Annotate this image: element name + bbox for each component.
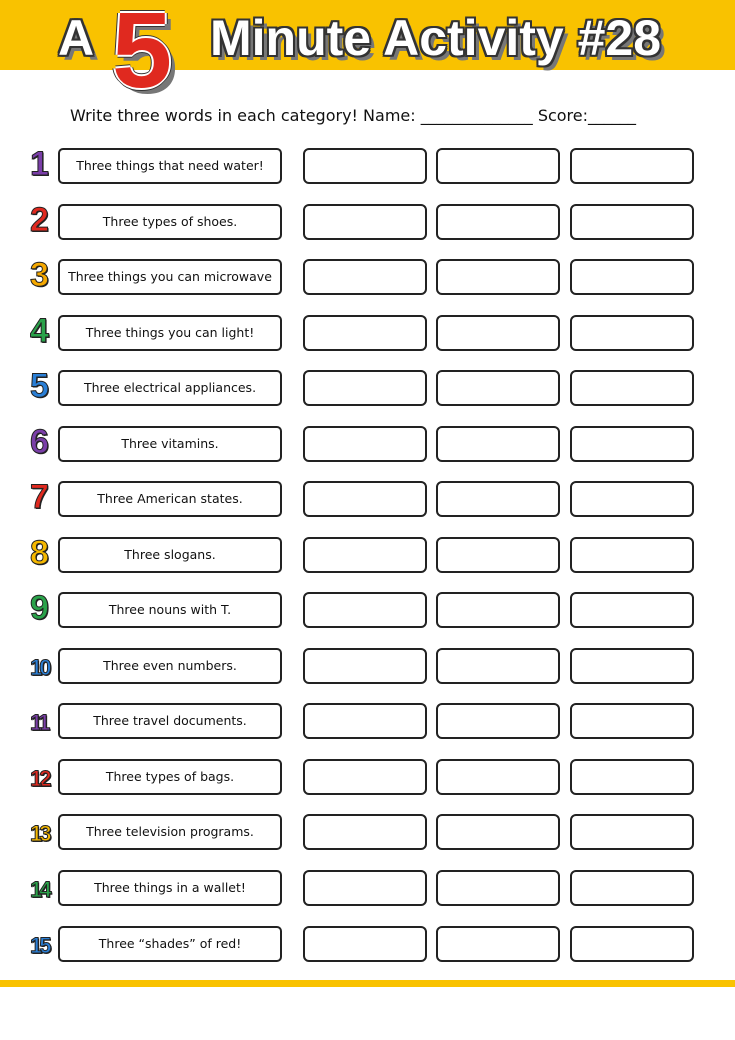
row-number: 7 [30,478,49,516]
row-number: 3 [30,256,49,294]
category-row [0,759,735,795]
answer-box-3[interactable] [570,481,694,517]
category-label: Three slogans. [58,537,282,573]
answer-box-1[interactable] [303,426,427,462]
answer-box-2[interactable] [436,870,560,906]
answer-box-3[interactable] [570,537,694,573]
answer-box-2[interactable] [436,204,560,240]
answer-box-3[interactable] [570,592,694,628]
row-number: 8 [30,534,49,572]
category-label: Three American states. [58,481,282,517]
category-label: Three television programs. [58,814,282,850]
answer-box-2[interactable] [436,481,560,517]
row-number: 9 [30,589,49,627]
category-label: Three travel documents. [58,703,282,739]
answer-box-1[interactable] [303,759,427,795]
row-number: 1 [30,145,49,183]
answer-box-2[interactable] [436,703,560,739]
answer-box-3[interactable] [570,648,694,684]
category-row [0,423,735,462]
category-label: Three vitamins. [58,426,282,462]
answer-box-2[interactable] [436,148,560,184]
category-label: Three electrical appliances. [58,370,282,406]
category-row [0,648,735,684]
answer-box-1[interactable] [303,537,427,573]
answer-box-1[interactable] [303,870,427,906]
answer-box-1[interactable] [303,148,427,184]
answer-box-2[interactable] [436,926,560,962]
answer-box-2[interactable] [436,648,560,684]
answer-box-3[interactable] [570,814,694,850]
title-number-five: 5 [112,0,173,110]
category-row [0,201,735,240]
category-label: Three things in a wallet! [58,870,282,906]
category-row [0,367,735,406]
answer-box-3[interactable] [570,370,694,406]
row-number: 15 [30,933,49,958]
answer-box-2[interactable] [436,315,560,351]
answer-box-2[interactable] [436,759,560,795]
category-row [0,534,735,573]
answer-box-3[interactable] [570,259,694,295]
row-number: 10 [30,655,49,680]
answer-box-1[interactable] [303,814,427,850]
title-banner [0,0,735,110]
category-row [0,926,735,962]
footer-bar [0,980,735,987]
row-number: 13 [30,821,49,846]
answer-box-1[interactable] [303,703,427,739]
answer-box-2[interactable] [436,370,560,406]
answer-box-1[interactable] [303,926,427,962]
category-label: Three types of bags. [58,759,282,795]
category-label: Three “shades” of red! [58,926,282,962]
answer-box-1[interactable] [303,204,427,240]
category-label: Three nouns with T. [58,592,282,628]
category-label: Three things you can microwave [58,259,282,295]
answer-box-3[interactable] [570,926,694,962]
row-number: 6 [30,423,49,461]
answer-box-1[interactable] [303,315,427,351]
row-number: 12 [30,766,49,791]
category-row [0,703,735,739]
row-number: 4 [30,312,49,350]
row-number: 2 [30,201,49,239]
answer-box-2[interactable] [436,259,560,295]
category-label: Three things that need water! [58,148,282,184]
answer-box-1[interactable] [303,259,427,295]
category-row [0,145,735,184]
answer-box-3[interactable] [570,148,694,184]
category-label: Three types of shoes. [58,204,282,240]
answer-box-1[interactable] [303,648,427,684]
answer-box-3[interactable] [570,870,694,906]
answer-box-3[interactable] [570,703,694,739]
answer-box-3[interactable] [570,759,694,795]
answer-box-2[interactable] [436,592,560,628]
category-row [0,870,735,906]
row-number: 11 [30,710,48,735]
answer-box-2[interactable] [436,426,560,462]
category-row [0,589,735,628]
answer-box-1[interactable] [303,370,427,406]
instructions-line: Write three words in each category! Name: ______________ Score:______ [70,106,637,125]
row-number: 5 [30,367,49,405]
answer-box-1[interactable] [303,481,427,517]
category-label: Three things you can light! [58,315,282,351]
category-row [0,814,735,850]
answer-box-2[interactable] [436,814,560,850]
page-title: Minute Activity #28 [210,10,662,66]
row-number: 14 [30,877,49,902]
answer-box-3[interactable] [570,204,694,240]
category-row [0,478,735,517]
answer-box-3[interactable] [570,315,694,351]
category-label: Three even numbers. [58,648,282,684]
category-row [0,312,735,351]
answer-box-2[interactable] [436,537,560,573]
answer-box-1[interactable] [303,592,427,628]
answer-box-3[interactable] [570,426,694,462]
category-row [0,256,735,295]
title-prefix: A [58,10,95,66]
